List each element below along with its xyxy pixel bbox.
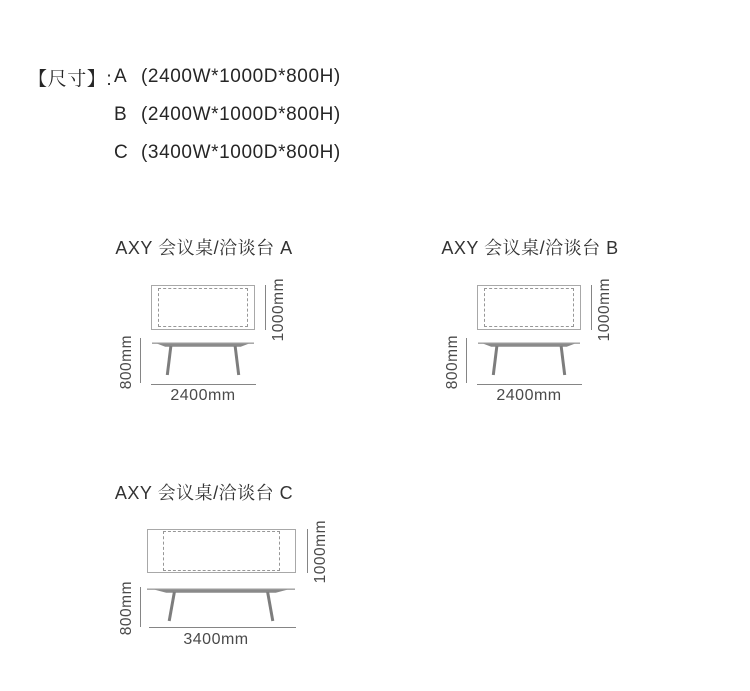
- diagram-title: AXY 会议桌/洽谈台 B: [441, 238, 619, 258]
- table-side-view: [478, 342, 580, 377]
- height-dimension-line: [466, 338, 467, 383]
- diagram-table-a: [108, 232, 343, 412]
- depth-dimension-label: 1000mm: [270, 278, 287, 342]
- size-spec-block: [28, 58, 341, 172]
- size-spec-label: 【尺寸】:: [28, 68, 113, 90]
- width-dimension-line: [477, 384, 582, 385]
- height-dimension-line: [140, 338, 141, 383]
- table-top-dashed-outline: [158, 288, 248, 327]
- table-top-dashed-outline: [484, 288, 574, 327]
- size-spec-row-a: [28, 58, 341, 96]
- height-dimension-label: 800mm: [118, 335, 135, 390]
- table-top-view: [477, 285, 581, 330]
- width-dimension-label: 2400mm: [170, 387, 236, 404]
- depth-dimension-label: 1000mm: [596, 278, 613, 342]
- table-side-view: [152, 342, 254, 377]
- width-dimension-line: [149, 627, 296, 628]
- size-option-dimensions: (2400W*1000D*800H): [141, 66, 341, 87]
- diagram-title: AXY 会议桌/洽谈台 A: [115, 238, 293, 258]
- width-dimension-label: 2400mm: [496, 387, 562, 404]
- depth-dimension-line: [307, 529, 308, 573]
- height-dimension-line: [140, 587, 141, 627]
- diagram-table-b: [434, 232, 669, 412]
- depth-dimension-line: [265, 285, 266, 330]
- width-dimension-label: 3400mm: [183, 631, 249, 648]
- size-spec-row-c: [28, 134, 341, 172]
- size-option-dimensions: (3400W*1000D*800H): [141, 142, 341, 163]
- size-option-dimensions: (2400W*1000D*800H): [141, 104, 341, 125]
- diagram-table-c: [108, 477, 343, 657]
- width-dimension-line: [151, 384, 256, 385]
- size-option-letter: A: [114, 66, 128, 87]
- depth-dimension-label: 1000mm: [312, 520, 329, 584]
- table-top-dashed-outline: [163, 531, 280, 571]
- size-spec-row-b: [28, 96, 341, 134]
- height-dimension-label: 800mm: [444, 335, 461, 390]
- depth-dimension-line: [591, 285, 592, 330]
- size-option-letter: C: [114, 142, 129, 163]
- diagram-title: AXY 会议桌/洽谈台 C: [114, 483, 294, 503]
- size-option-letter: B: [114, 104, 128, 125]
- height-dimension-label: 800mm: [118, 581, 135, 636]
- table-top-view: [151, 285, 255, 330]
- table-side-view: [147, 588, 295, 623]
- table-top-view: [147, 529, 296, 573]
